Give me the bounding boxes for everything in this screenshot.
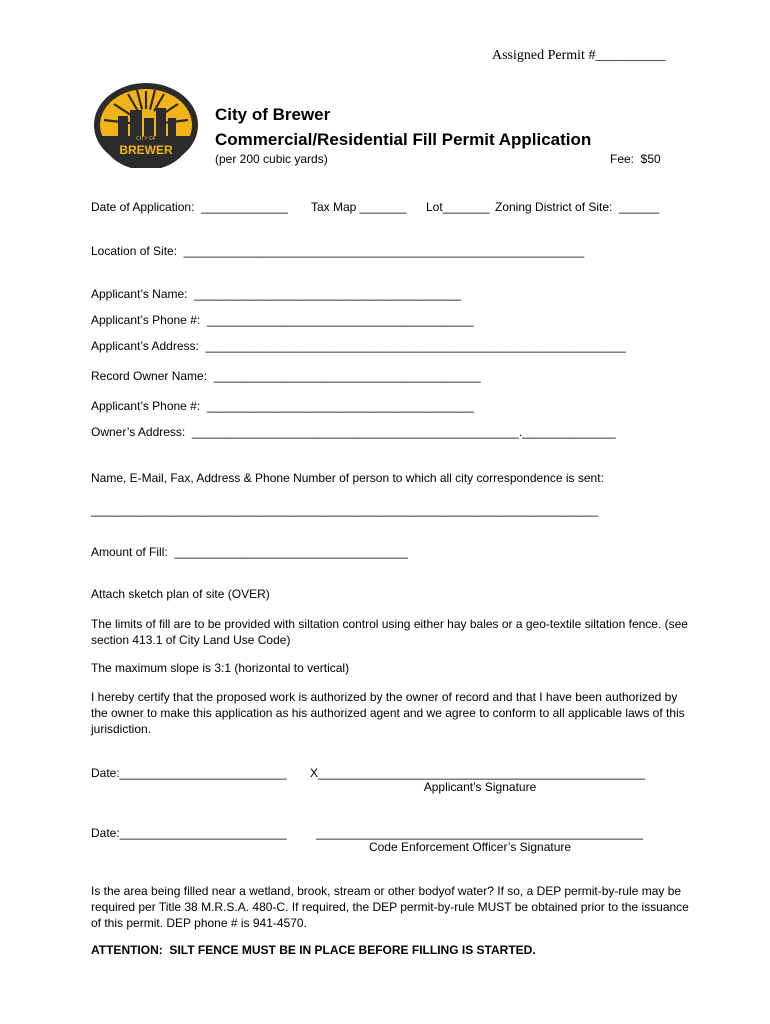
applicant-address-field[interactable]: Applicant’s Address: _______________________________________________________________ xyxy=(91,339,626,353)
date-of-application-field[interactable]: Date of Application: _____________ xyxy=(91,200,288,214)
siltation-limits-text: The limits of fill are to be provided with siltation control using either hay bales or a geo-textile siltation fence. (see section 413.1 of City Land Use Code) xyxy=(91,617,688,647)
city-of-brewer-logo xyxy=(92,82,200,168)
form-title: Commercial/Residential Fill Permit Application xyxy=(215,130,592,149)
attention-notice: ATTENTION: SILT FENCE MUST BE IN PLACE BEFORE FILLING IS STARTED. xyxy=(91,943,536,957)
certification-text: I hereby certify that the proposed work is authorized by the owner of record and that I have been authorized by the owner to make this application as his authorized agent and we agree to conform to all applicable laws of this jurisdiction. xyxy=(91,690,685,736)
record-owner-name-field[interactable]: Record Owner Name: ________________________________________ xyxy=(91,369,481,383)
applicant-phone-field-2[interactable]: Applicant’s Phone #: ________________________________________ xyxy=(91,399,474,413)
owner-address-field[interactable]: Owner’s Address: _________________________________________________.______________ xyxy=(91,425,616,439)
location-of-site-field[interactable]: Location of Site: ____________________________________________________________ xyxy=(91,244,585,258)
correspondence-field[interactable]: ____________________________________________________________________________ xyxy=(91,503,599,517)
applicant-date-field[interactable]: Date:_________________________ xyxy=(91,766,287,780)
logo-top-text: CITY OF xyxy=(136,136,156,142)
applicant-signature-label: Applicant’s Signature xyxy=(423,780,537,794)
applicant-name-field[interactable]: Applicant’s Name: ________________________________________ xyxy=(91,287,462,301)
logo-name: BREWER xyxy=(119,143,173,157)
max-slope-text: The maximum slope is 3:1 (horizontal to vertical) xyxy=(91,661,350,675)
lot-field[interactable]: Lot_______ xyxy=(426,200,490,214)
zoning-district-field[interactable]: Zoning District of Site: ______ xyxy=(495,200,660,214)
fee-label: Fee: $50 xyxy=(610,152,661,166)
dep-permit-notice: Is the area being filled near a wetland, brook, stream or other bodyof water? If so, a DEP permit-by-rule may be required per Title 38 M.R.S.A. 480-C. If required, the DEP permit-by-rule MUST be obtained prior to the issuance of this permit. DEP phone # is 941-4570. xyxy=(91,884,689,930)
tax-map-field[interactable]: Tax Map _______ xyxy=(311,200,407,214)
applicant-phone-field[interactable]: Applicant’s Phone #: ________________________________________ xyxy=(91,313,474,327)
sketch-note: Attach sketch plan of site (OVER) xyxy=(91,587,270,601)
city-name: City of Brewer xyxy=(215,105,331,124)
officer-signature-label: Code Enforcement Officer’s Signature xyxy=(368,840,572,854)
applicant-signature-field[interactable]: X_________________________________________________ xyxy=(310,766,646,780)
amount-of-fill-field[interactable]: Amount of Fill: ___________________________________ xyxy=(91,545,408,559)
per-yards-note: (per 200 cubic yards) xyxy=(215,152,328,166)
assigned-permit-field[interactable]: Assigned Permit #__________ xyxy=(492,48,666,63)
officer-signature-field[interactable]: _________________________________________________ xyxy=(316,826,644,840)
officer-date-field[interactable]: Date:_________________________ xyxy=(91,826,287,840)
correspondence-label: Name, E-Mail, Fax, Address & Phone Number of person to which all city correspondence is sent: xyxy=(91,471,604,485)
